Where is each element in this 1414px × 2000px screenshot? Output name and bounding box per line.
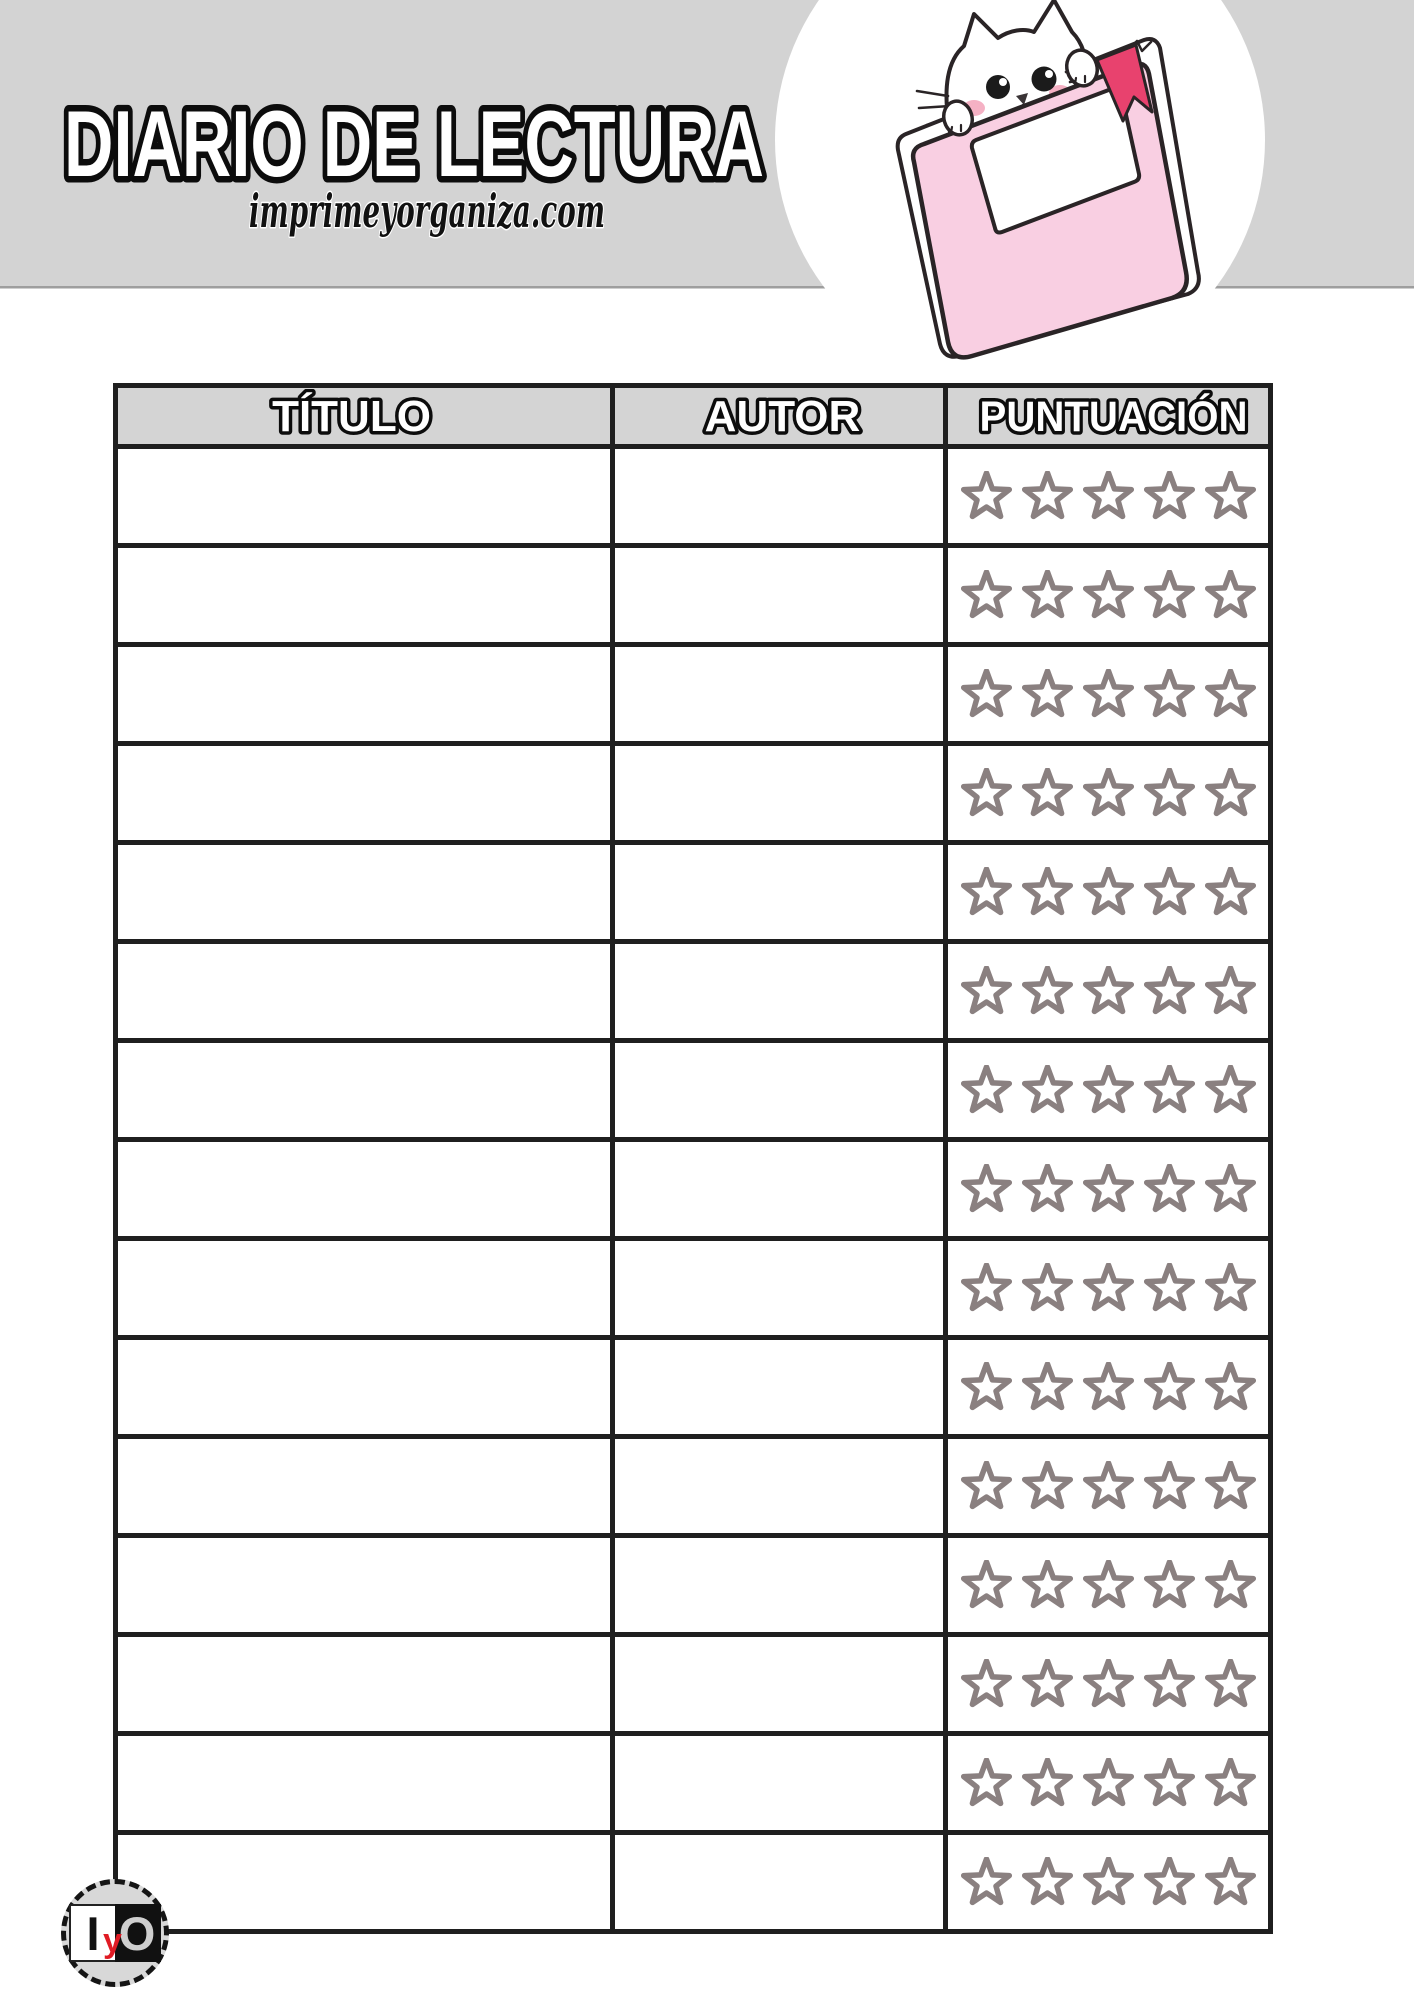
- autor-cell[interactable]: [613, 744, 946, 843]
- star-icon[interactable]: [1144, 1659, 1195, 1709]
- column-label: AUTOR: [704, 392, 861, 441]
- table-row: [116, 1041, 1271, 1140]
- star-icon[interactable]: [961, 669, 1012, 719]
- star-icon[interactable]: [1205, 1659, 1256, 1709]
- cat-eye-glint: [999, 78, 1007, 86]
- titulo-cell[interactable]: [116, 1041, 613, 1140]
- table-row: [116, 1140, 1271, 1239]
- star-icon[interactable]: [1083, 1263, 1134, 1313]
- titulo-cell[interactable]: [116, 447, 613, 546]
- rating-cell: [946, 942, 1271, 1041]
- star-icon[interactable]: [961, 471, 1012, 521]
- autor-cell[interactable]: [613, 1041, 946, 1140]
- star-icon[interactable]: [1205, 570, 1256, 620]
- brand-logo: [61, 1879, 169, 1987]
- star-icon[interactable]: [1205, 1560, 1256, 1610]
- table-row: [116, 447, 1271, 546]
- star-icon[interactable]: [1205, 1857, 1256, 1907]
- logo-letter-y: y: [103, 1922, 122, 1960]
- titulo-cell[interactable]: [116, 942, 613, 1041]
- star-icon[interactable]: [1083, 1461, 1134, 1511]
- star-icon[interactable]: [1205, 867, 1256, 917]
- star-icon[interactable]: [1205, 1263, 1256, 1313]
- rating-cell: [946, 1833, 1271, 1932]
- star-icon[interactable]: [1205, 1362, 1256, 1412]
- star-icon[interactable]: [961, 570, 1012, 620]
- titulo-cell[interactable]: [116, 1140, 613, 1239]
- autor-cell[interactable]: [613, 1635, 946, 1734]
- titulo-cell[interactable]: [116, 1536, 613, 1635]
- titulo-cell[interactable]: [116, 546, 613, 645]
- autor-cell[interactable]: [613, 942, 946, 1041]
- star-icon[interactable]: [961, 1560, 1012, 1610]
- table-row: [116, 1734, 1271, 1833]
- star-icon[interactable]: [1083, 1164, 1134, 1214]
- star-icon[interactable]: [1083, 1659, 1134, 1709]
- star-icon[interactable]: [1022, 1758, 1073, 1808]
- column-label: TÍTULO: [272, 392, 431, 441]
- table-row: [116, 1833, 1271, 1932]
- rating-cell: [946, 1734, 1271, 1833]
- star-icon[interactable]: [1144, 966, 1195, 1016]
- star-icon[interactable]: [1205, 1758, 1256, 1808]
- table-row: [116, 1338, 1271, 1437]
- rating-cell: [946, 645, 1271, 744]
- titulo-cell[interactable]: [116, 1437, 613, 1536]
- star-icon[interactable]: [1022, 1461, 1073, 1511]
- star-icon[interactable]: [961, 1164, 1012, 1214]
- titulo-cell[interactable]: [116, 1833, 613, 1932]
- column-header-autor: [613, 386, 946, 447]
- star-icon[interactable]: [1022, 867, 1073, 917]
- star-icon[interactable]: [1022, 1164, 1073, 1214]
- star-icon[interactable]: [961, 768, 1012, 818]
- table-body: [116, 447, 1271, 1932]
- star-icon[interactable]: [961, 1065, 1012, 1115]
- rating-cell: [946, 546, 1271, 645]
- logo-letter-i: I: [69, 1904, 115, 1962]
- star-icon[interactable]: [961, 1461, 1012, 1511]
- rating-cell: [946, 744, 1271, 843]
- autor-cell[interactable]: [613, 843, 946, 942]
- reading-log-table: [113, 383, 1273, 1934]
- logo-letter-o: O: [115, 1904, 161, 1962]
- star-icon[interactable]: [1083, 1857, 1134, 1907]
- star-icon[interactable]: [1022, 1857, 1073, 1907]
- table-row: [116, 1635, 1271, 1734]
- rating-cell: [946, 1239, 1271, 1338]
- star-icon[interactable]: [1144, 768, 1195, 818]
- star-icon[interactable]: [1022, 1362, 1073, 1412]
- star-icon[interactable]: [1022, 669, 1073, 719]
- star-icon[interactable]: [1144, 471, 1195, 521]
- autor-cell[interactable]: [613, 1437, 946, 1536]
- table-row: [116, 546, 1271, 645]
- star-icon[interactable]: [1144, 1263, 1195, 1313]
- rating-cell: [946, 843, 1271, 942]
- star-icon[interactable]: [1205, 471, 1256, 521]
- column-header-titulo: [116, 386, 613, 447]
- star-icon[interactable]: [961, 966, 1012, 1016]
- star-icon[interactable]: [1083, 1065, 1134, 1115]
- table-header: [116, 386, 1271, 447]
- autor-cell[interactable]: [613, 1536, 946, 1635]
- cat-eye-right: [1032, 67, 1057, 92]
- star-icon[interactable]: [961, 1263, 1012, 1313]
- star-icon[interactable]: [1144, 570, 1195, 620]
- star-icon[interactable]: [1205, 1461, 1256, 1511]
- cat-eye-left: [986, 75, 1010, 99]
- cat-eye-glint: [1045, 70, 1053, 78]
- star-icon[interactable]: [1144, 1560, 1195, 1610]
- autor-cell[interactable]: [613, 645, 946, 744]
- autor-cell[interactable]: [613, 1833, 946, 1932]
- rating-cell: [946, 1437, 1271, 1536]
- star-icon[interactable]: [1205, 1164, 1256, 1214]
- rating-cell: [946, 1536, 1271, 1635]
- star-icon[interactable]: [1144, 1857, 1195, 1907]
- star-icon[interactable]: [1022, 1263, 1073, 1313]
- star-icon[interactable]: [1083, 768, 1134, 818]
- titulo-cell[interactable]: [116, 843, 613, 942]
- star-icon[interactable]: [1022, 966, 1073, 1016]
- titulo-cell[interactable]: [116, 1239, 613, 1338]
- star-icon[interactable]: [1022, 471, 1073, 521]
- titulo-cell[interactable]: [116, 1635, 613, 1734]
- table-row: [116, 942, 1271, 1041]
- rating-cell: [946, 447, 1271, 546]
- brand-logo-box: [69, 1904, 161, 1962]
- star-icon[interactable]: [1083, 669, 1134, 719]
- autor-cell[interactable]: [613, 546, 946, 645]
- star-icon[interactable]: [1083, 570, 1134, 620]
- header-banner: [0, 0, 1414, 400]
- star-icon[interactable]: [1083, 1362, 1134, 1412]
- star-icon[interactable]: [1022, 570, 1073, 620]
- rating-cell: [946, 1140, 1271, 1239]
- autor-cell[interactable]: [613, 447, 946, 546]
- star-icon[interactable]: [1022, 768, 1073, 818]
- star-icon[interactable]: [1144, 867, 1195, 917]
- table-row: [116, 1239, 1271, 1338]
- table-row: [116, 843, 1271, 942]
- star-icon[interactable]: [1022, 1659, 1073, 1709]
- star-icon[interactable]: [1022, 1560, 1073, 1610]
- table-row: [116, 1437, 1271, 1536]
- autor-cell[interactable]: [613, 1140, 946, 1239]
- column-label: PUNTUACIÓN: [979, 393, 1267, 441]
- star-icon[interactable]: [1083, 471, 1134, 521]
- star-icon[interactable]: [961, 1758, 1012, 1808]
- site-url: imprimeyorganiza.com: [249, 184, 605, 238]
- star-icon[interactable]: [1144, 1758, 1195, 1808]
- table-row: [116, 645, 1271, 744]
- star-icon[interactable]: [1083, 1758, 1134, 1808]
- star-icon[interactable]: [1205, 669, 1256, 719]
- autor-cell[interactable]: [613, 1734, 946, 1833]
- star-icon[interactable]: [1144, 669, 1195, 719]
- titulo-cell[interactable]: [116, 1734, 613, 1833]
- star-icon[interactable]: [1022, 1065, 1073, 1115]
- autor-cell[interactable]: [613, 1338, 946, 1437]
- star-icon[interactable]: [1144, 1362, 1195, 1412]
- titulo-cell[interactable]: [116, 1338, 613, 1437]
- column-header-puntuacion: [946, 386, 1271, 447]
- star-icon[interactable]: [1083, 867, 1134, 917]
- autor-cell[interactable]: [613, 1239, 946, 1338]
- rating-cell: [946, 1338, 1271, 1437]
- star-icon[interactable]: [961, 867, 1012, 917]
- star-icon[interactable]: [1144, 1164, 1195, 1214]
- star-icon[interactable]: [961, 1362, 1012, 1412]
- table-row: [116, 744, 1271, 843]
- titulo-cell[interactable]: [116, 744, 613, 843]
- star-icon[interactable]: [1205, 1065, 1256, 1115]
- titulo-cell[interactable]: [116, 645, 613, 744]
- rating-cell: [946, 1041, 1271, 1140]
- star-icon[interactable]: [1144, 1065, 1195, 1115]
- rating-cell: [946, 1635, 1271, 1734]
- star-icon[interactable]: [1205, 966, 1256, 1016]
- page-title: DIARIO DE LECTURA: [64, 91, 764, 196]
- star-icon[interactable]: [1144, 1461, 1195, 1511]
- star-icon[interactable]: [961, 1857, 1012, 1907]
- star-icon[interactable]: [1083, 1560, 1134, 1610]
- table-row: [116, 1536, 1271, 1635]
- star-icon[interactable]: [961, 1659, 1012, 1709]
- star-icon[interactable]: [1205, 768, 1256, 818]
- star-icon[interactable]: [1083, 966, 1134, 1016]
